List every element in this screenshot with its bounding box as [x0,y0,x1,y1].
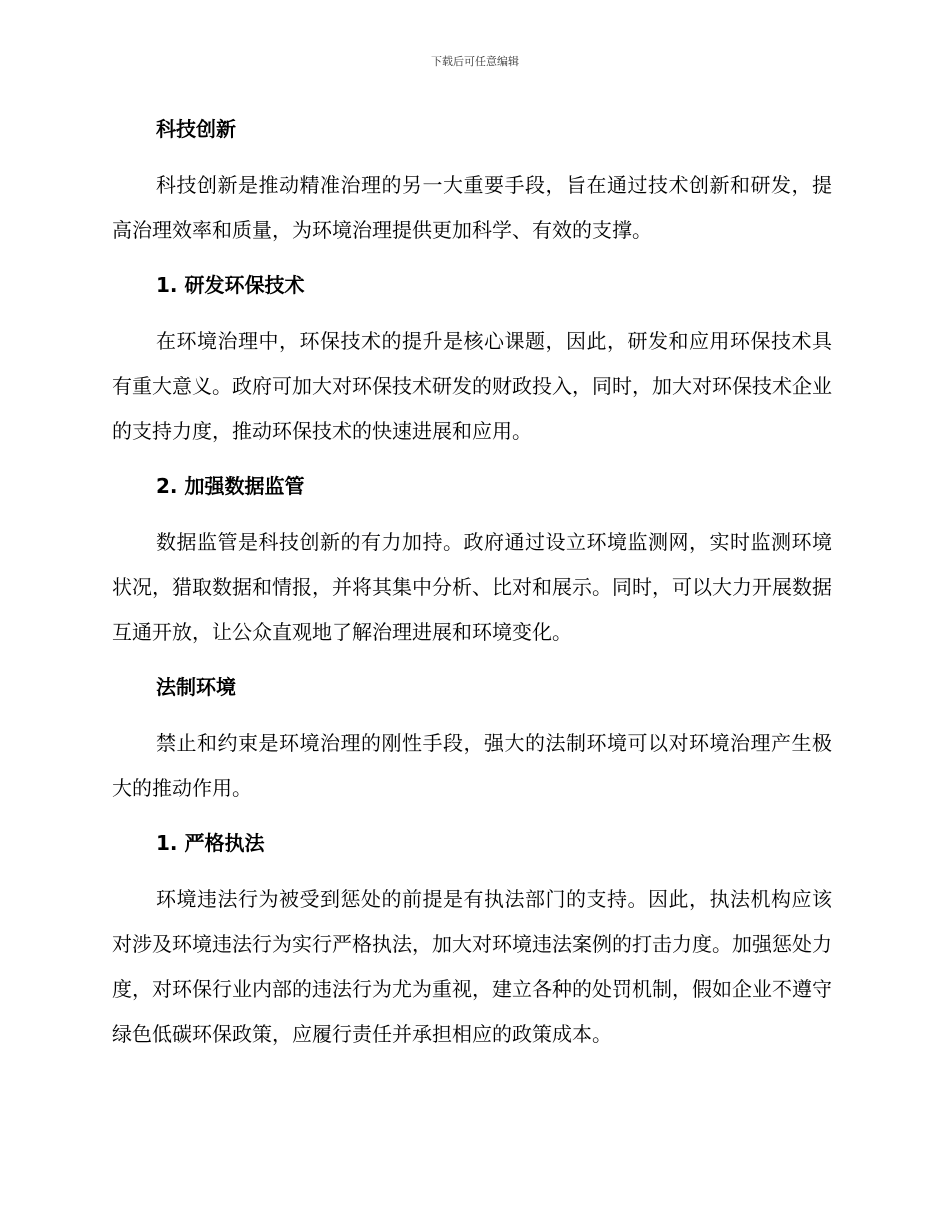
subheading-data-supervision: 2. 加强数据监管 [156,474,305,498]
paragraph-strict-enforcement: 环境违法行为被受到惩处的前提是有执法部门的支持。因此，执法机构应该对涉及环境违法行为实行严格执法，加大对环境违法案例的打击力度。加强惩处力度，对环保行业内部的违法行为尤为重视，建立各种的处罚机制，假如企业不遵守绿色低碳环保政策，应履行责任并承担相应的政策成本。 [112,887,832,1046]
paragraph-eco-tech-rd: 在环境治理中，环保技术的提升是核心课题，因此，研发和应用环保技术具有重大意义。政府可加大对环保技术研发的财政投入，同时，加大对环保技术企业的支持力度，推动环保技术的快速进展和应用。 [112,329,832,443]
section-heading-legal-environment: 法制环境 [156,675,236,699]
document-body [112,113,832,1057]
paragraph-data-supervision: 数据监管是科技创新的有力加持。政府通过设立环境监测网，实时监测环境状况，猎取数据和情报，并将其集中分析、比对和展示。同时，可以大力开展数据互通开放，让公众直观地了解治理进展和环境变化。 [112,530,832,644]
section-heading-tech-innovation: 科技创新 [156,117,236,141]
page-header: 下载后可任意编辑 [431,55,519,68]
subheading-strict-enforcement: 1. 严格执法 [156,831,265,855]
paragraph-legal-environment-intro: 禁止和约束是环境治理的刚性手段，强大的法制环境可以对环境治理产生极大的推动作用。 [112,731,832,800]
paragraph-tech-innovation-intro: 科技创新是推动精准治理的另一大重要手段，旨在通过技术创新和研发，提高治理效率和质量，为环境治理提供更加科学、有效的支撑。 [112,173,832,242]
subheading-eco-tech-rd: 1. 研发环保技术 [156,273,305,297]
